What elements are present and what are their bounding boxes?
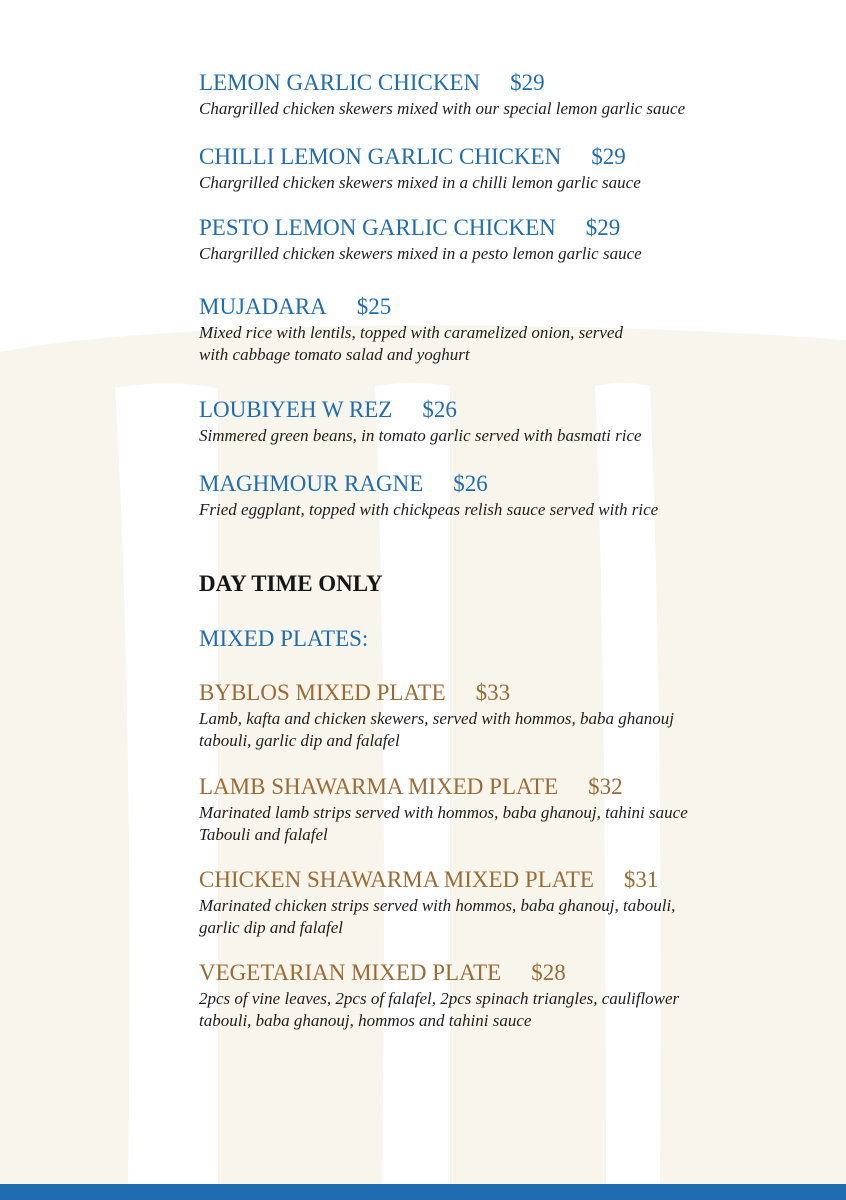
menu-item-mujadara bbox=[199, 294, 819, 366]
item-description-line: Mixed rice with lentils, topped with caramelized onion, served bbox=[199, 323, 623, 342]
item-title bbox=[199, 70, 819, 96]
item-title bbox=[199, 774, 819, 800]
item-price: $32 bbox=[588, 774, 623, 799]
item-price: $25 bbox=[356, 294, 392, 319]
item-title bbox=[199, 294, 819, 320]
menu-item-chilli-lemon-garlic-chicken bbox=[199, 144, 819, 194]
item-title bbox=[199, 144, 819, 170]
item-name: LAMB SHAWARMA MIXED PLATE bbox=[199, 774, 559, 799]
item-name: MAGHMOUR RAGNE bbox=[199, 471, 424, 496]
item-title bbox=[199, 215, 819, 241]
item-title bbox=[199, 397, 819, 423]
item-title bbox=[199, 867, 819, 893]
menu-item-lamb-shawarma-mixed-plate bbox=[199, 774, 819, 846]
item-name: CHICKEN SHAWARMA MIXED PLATE bbox=[199, 867, 594, 892]
item-description bbox=[199, 98, 819, 120]
item-description bbox=[199, 708, 819, 752]
item-name: PESTO LEMON GARLIC CHICKEN bbox=[199, 215, 556, 240]
item-description-line: garlic dip and falafel bbox=[199, 918, 344, 937]
item-description-line: with cabbage tomato salad and yoghurt bbox=[199, 345, 470, 364]
item-description-line: Tabouli and falafel bbox=[199, 825, 328, 844]
item-description bbox=[199, 172, 819, 194]
item-description-line: tabouli, garlic dip and falafel bbox=[199, 731, 400, 750]
item-price: $26 bbox=[422, 397, 457, 422]
menu-item-vegetarian-mixed-plate bbox=[199, 960, 819, 1032]
item-name: CHILLI LEMON GARLIC CHICKEN bbox=[199, 144, 562, 169]
mixed-plates-heading: MIXED PLATES: bbox=[199, 626, 369, 651]
menu-item-byblos-mixed-plate bbox=[199, 680, 819, 752]
menu-item-chicken-shawarma-mixed-plate bbox=[199, 867, 819, 939]
item-description-line: Chargrilled chicken skewers mixed with our special lemon garlic sauce bbox=[199, 99, 686, 118]
item-description bbox=[199, 322, 819, 366]
day-time-only-heading: DAY TIME ONLY bbox=[199, 571, 383, 596]
item-description-line: Simmered green beans, in tomato garlic served with basmati rice bbox=[199, 426, 642, 445]
item-price: $28 bbox=[531, 960, 566, 985]
item-description-line: tabouli, baba ghanouj, hommos and tahini sauce bbox=[199, 1011, 532, 1030]
item-description-line: Marinated lamb strips served with hommos, baba ghanouj, tahini sauce bbox=[199, 803, 688, 822]
item-description-line: Chargrilled chicken skewers mixed in a pesto lemon garlic sauce bbox=[199, 244, 642, 263]
item-description-line: Marinated chicken strips served with hommos, baba ghanouj, tabouli, bbox=[199, 896, 676, 915]
item-description bbox=[199, 499, 819, 521]
item-title bbox=[199, 960, 819, 986]
item-description-line: 2pcs of vine leaves, 2pcs of falafel, 2pcs spinach triangles, cauliflower bbox=[199, 989, 680, 1008]
menu-item-maghmour-ragne bbox=[199, 471, 819, 521]
item-price: $26 bbox=[453, 471, 488, 496]
item-name: LOUBIYEH W REZ bbox=[199, 397, 393, 422]
item-title bbox=[199, 471, 819, 497]
item-description bbox=[199, 802, 819, 846]
item-price: $33 bbox=[475, 680, 511, 705]
item-title bbox=[199, 680, 819, 706]
item-name: MUJADARA bbox=[199, 294, 327, 319]
item-price: $29 bbox=[510, 70, 545, 95]
bottom-accent-bar bbox=[0, 1184, 846, 1200]
menu-item-loubiyeh-w-rez bbox=[199, 397, 819, 447]
item-description-line: Fried eggplant, topped with chickpeas relish sauce served with rice bbox=[199, 500, 659, 519]
item-description bbox=[199, 895, 819, 939]
item-description-line: Lamb, kafta and chicken skewers, served with hommos, baba ghanouj bbox=[199, 709, 674, 728]
item-price: $29 bbox=[591, 144, 626, 169]
menu-item-lemon-garlic-chicken bbox=[199, 70, 819, 120]
item-name: LEMON GARLIC CHICKEN bbox=[199, 70, 481, 95]
item-name: BYBLOS MIXED PLATE bbox=[199, 680, 446, 705]
item-price: $29 bbox=[585, 215, 621, 240]
item-price: $31 bbox=[623, 867, 659, 892]
item-name: VEGETARIAN MIXED PLATE bbox=[199, 960, 502, 985]
item-description bbox=[199, 425, 819, 447]
item-description bbox=[199, 243, 819, 265]
item-description-line: Chargrilled chicken skewers mixed in a chilli lemon garlic sauce bbox=[199, 173, 641, 192]
item-description bbox=[199, 988, 819, 1032]
menu-item-pesto-lemon-garlic-chicken bbox=[199, 215, 819, 265]
